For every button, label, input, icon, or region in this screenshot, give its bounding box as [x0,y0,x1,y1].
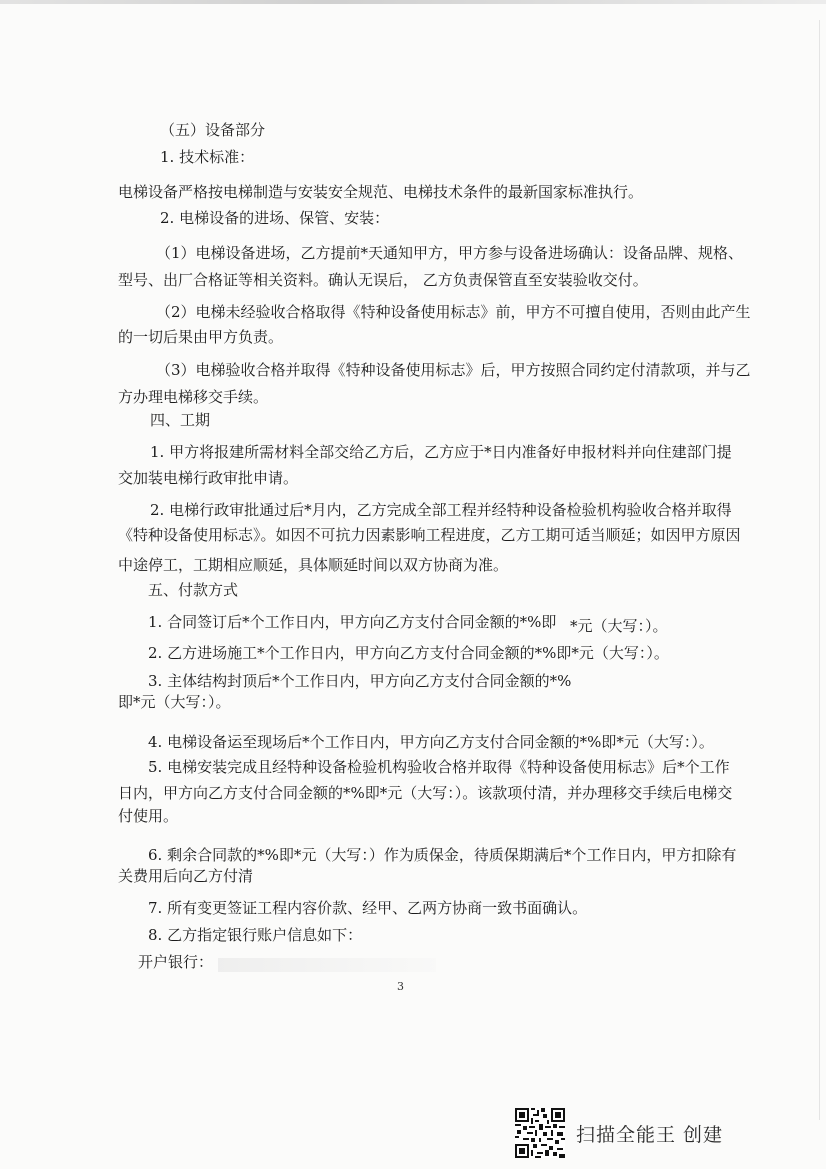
text-line: （1）电梯设备进场，乙方提前*天通知甲方，甲方参与设备进场确认：设备品牌、规格、 [156,244,744,262]
qr-code-icon [514,1108,566,1158]
text-line: （2）电梯未经验收合格取得《特种设备使用标志》前，甲方不可擅自使用，否则由此产生 [156,303,751,321]
text-line: 3. 主体结构封顶后*个工作日内，甲方向乙方支付合同金额的*% [148,672,572,690]
text-line: 型号、出厂合格证等相关资料。确认无误后， 乙方负责保管直至安装验收交付。 [118,271,648,289]
scanner-watermark [514,1108,744,1158]
text-line: 1. 合同签订后*个工作日内，甲方向乙方支付合同金额的*%即 [148,613,557,631]
text-line: 关费用后向乙方付清 [118,867,254,885]
text-line: 4. 电梯设备运至现场后*个工作日内，甲方向乙方支付合同金额的*%即*元（大写：）。 [148,733,714,751]
text-line: 8. 乙方指定银行账户信息如下： [148,926,363,944]
text-line: 日内，甲方向乙方支付合同金额的*%即*元（大写：）。该款项付清，并办理移交手续后电梯交 [118,784,733,802]
text-line: 的一切后果由甲方负责。 [118,328,284,346]
page-number: 3 [397,980,404,993]
scan-edge-right [819,20,820,1120]
text-line: *元（大写：）。 [570,617,668,635]
section-heading-payment: 五、付款方式 [148,581,239,599]
text-line: 电梯设备严格按电梯制造与安装安全规范、电梯技术条件的最新国家标准执行。 [118,183,644,201]
text-line: 中途停工，工期相应顺延，具体顺延时间以双方协商为准。 [118,556,509,574]
text-line: 交加装电梯行政审批申请。 [118,469,299,487]
watermark-text: 扫描全能王 创建 [576,1123,724,1146]
text-line: 方办理电梯移交手续。 [118,388,269,406]
text-line: 2. 电梯行政审批通过后*月内，乙方完成全部工程并经特种设备检验机构验收合格并取得 [150,501,732,519]
section-heading-schedule: 四、工期 [150,411,211,429]
text-line: 即*元（大写：）。 [118,693,231,711]
text-line: 7. 所有变更签证工程内容价款、经甲、乙两方协商一致书面确认。 [148,899,588,917]
text-line: （3）电梯验收合格并取得《特种设备使用标志》后，甲方按照合同约定付清款项，并与乙 [156,361,751,379]
text-line: 2. 电梯设备的进场、保管、安装： [160,209,390,227]
section-heading-equipment: （五）设备部分 [160,121,266,139]
text-line: 1. 甲方将报建所需材料全部交给乙方后，乙方应于*日内准备好申报材料并向住建部门提 [150,443,732,461]
scan-edge-top [0,0,826,4]
bank-name-label: 开户银行： [138,953,214,971]
text-line: 《特种设备使用标志》。如因不可抗力因素影响工程进度，乙方工期可适当顺延；如因甲方原因 [118,526,741,544]
text-line: 6. 剩余合同款的*%即*元（大写：）作为质保金，待质保期满后*个工作日内，甲方扣除有 [148,846,737,864]
text-line: 2. 乙方进场施工*个工作日内，甲方向乙方支付合同金额的*%即*元（大写：）。 [148,644,669,662]
blurred-bank-info [218,958,436,972]
text-line: 1. 技术标准： [160,148,255,166]
text-line: 付使用。 [118,807,179,825]
text-line: 5. 电梯安装完成且经特种设备检验机构验收合格并取得《特种设备使用标志》后*个工作 [148,758,730,776]
